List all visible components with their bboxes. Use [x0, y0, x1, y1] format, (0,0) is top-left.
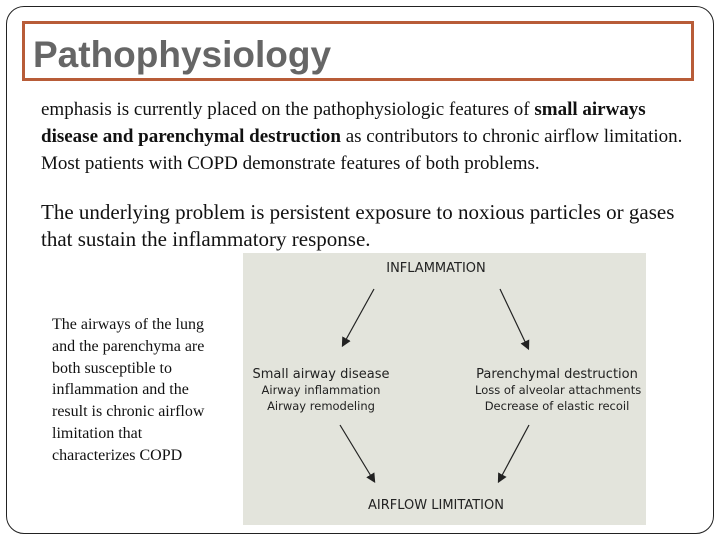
node-detail: Decrease of elastic recoil — [484, 399, 630, 413]
node-detail: Loss of alveolar attachments — [475, 383, 642, 397]
slide-title: Pathophysiology — [33, 34, 332, 75]
node-title: Small airway disease — [252, 367, 390, 382]
node-parenchymal — [475, 367, 642, 414]
arrow-icon — [340, 425, 374, 481]
node-detail: Airway remodeling — [267, 399, 375, 413]
paragraph-underlying: The underlying problem is persistent exposure to noxious particles or gases that sustain the inflammatory response. — [41, 200, 675, 251]
paragraph-emphasis — [41, 96, 701, 177]
copd-diagram — [243, 253, 646, 525]
node-detail: Airway inflammation — [261, 383, 381, 397]
node-inflammation: INFLAMMATION — [386, 261, 486, 276]
arrow-icon — [500, 289, 528, 348]
text: emphasis is currently placed on the pathophysiologic features of — [41, 99, 535, 120]
side-caption: The airways of the lung and the parenchyma are both susceptible to inflammation and the result is chronic airflow limitation that characterizes COPD — [52, 316, 205, 464]
node-airflow-limitation: AIRFLOW LIMITATION — [368, 498, 504, 513]
title-box — [22, 21, 694, 81]
arrow-icon — [343, 289, 374, 345]
node-title: Parenchymal destruction — [476, 367, 638, 382]
text: as contributors to chronic airflow limitation. Most patients with COPD demonstrate features of both problems. — [41, 126, 683, 174]
node-small-airway — [251, 367, 391, 414]
bold-text: small airways disease and parenchymal destruction — [41, 99, 646, 147]
arrow-icon — [499, 425, 529, 481]
